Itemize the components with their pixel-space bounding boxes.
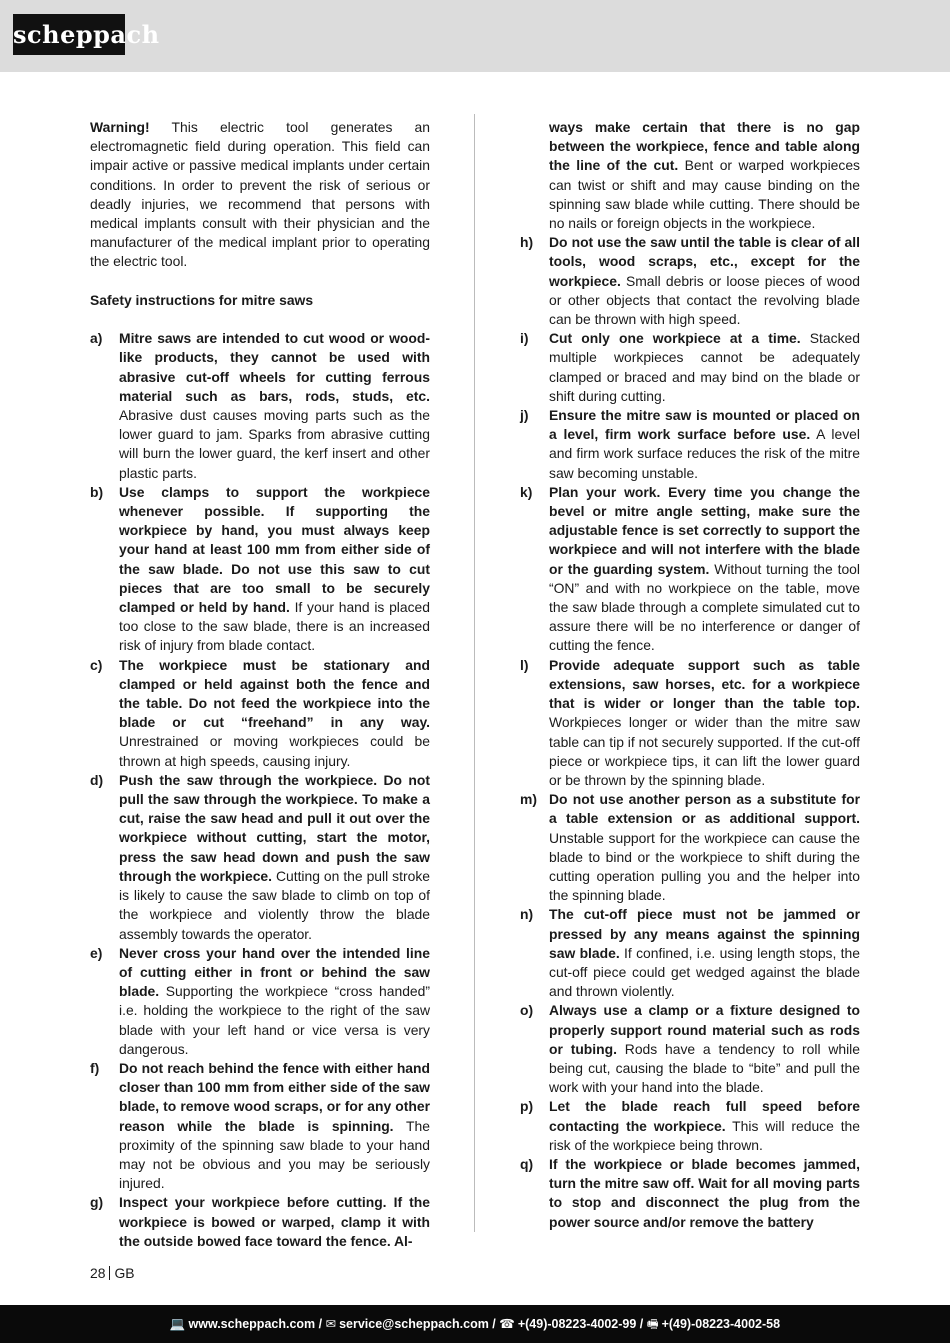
item-label: f) <box>90 1059 100 1076</box>
continuation-bold-text: ways make certain that there is no gap between the workpiece, fence and table along the line of the cut. <box>549 119 860 174</box>
page-footer <box>0 1305 950 1343</box>
item-text: Stacked multiple workpieces cannot be adequately clamped or braced and may bind on the blade or shift during cutting. <box>549 330 860 404</box>
warning-text: This electric tool generates an electromagnetic field during operation. This field can impair active or passive medical implants under certain conditions. In order to prevent the risk of serious or deadly injuries, we recommend that persons with medical implants consult with their physician and the manufacturer of the medical implant prior to operating the electric tool. <box>90 119 430 270</box>
item-text: Unrestrained or moving workpieces could be thrown at high speeds, causing injury. <box>119 733 430 769</box>
item-text: Workpieces longer or wider than the mitre saw table can tip if not securely supported. If the cut-off piece or workpiece tips, it can lift the lower guard or be thrown by the spinning blade. <box>549 714 860 788</box>
item-bold-text: Always use a clamp or a fixture designed to properly support round material such as rods or tubing. <box>549 1002 860 1057</box>
item-text: Rods have a tendency to roll while being cut, causing the blade to “bite” and pull the work with your hand into the blade. <box>549 1040 860 1096</box>
right-column <box>520 118 860 1232</box>
item-text: If confined, i.e. using length stops, the cut-off piece could get wedged against the blade and thrown violently. <box>549 944 860 1000</box>
footer-separator: / <box>488 1317 500 1331</box>
instruction-item-g <box>90 1193 430 1251</box>
fax-icon: 🖷 <box>646 1317 659 1331</box>
footer-website[interactable]: www.scheppach.com <box>188 1317 316 1331</box>
footer-email[interactable]: service@scheppach.com <box>339 1317 489 1331</box>
instruction-item-m <box>520 790 860 905</box>
instruction-item-l <box>520 656 860 790</box>
instruction-item-j <box>520 406 860 483</box>
item-bold-text: Do not reach behind the fence with either hand closer than 100 mm from either side of the saw blade, to remove wood scraps, or for any other reason while the blade is spinning. <box>119 1059 430 1134</box>
instruction-item-k <box>520 483 860 656</box>
computer-icon: 💻 <box>169 1317 186 1331</box>
item-text: The proximity of the spinning saw blade to your hand may not be obvious and you may be seriously injured. <box>119 1117 430 1192</box>
item-label: n) <box>520 906 534 923</box>
mail-icon: ✉ <box>325 1317 337 1331</box>
item-label: k) <box>520 483 533 500</box>
item-text: Abrasive dust causes moving parts such as the lower guard to jam. Sparks from abrasive cutting will burn the lower guard, the kerf insert and other plastic parts. <box>119 407 430 481</box>
footer-separator: / <box>315 1317 326 1331</box>
page-number-separator <box>109 1266 110 1280</box>
item-bold-text: Do not use the saw until the table is clear of all tools, wood scraps, etc., except for the workpiece. <box>549 234 860 289</box>
item-text: If your hand is placed too close to the saw blade, there is an increased risk of injury from blade contact. <box>119 599 430 654</box>
instruction-item-i <box>520 329 860 406</box>
page-language: GB <box>114 1265 135 1281</box>
item-label: q) <box>520 1155 534 1172</box>
warning-paragraph <box>90 118 430 272</box>
instruction-item-h <box>520 233 860 329</box>
section-title: Safety instructions for mitre saws <box>90 291 314 308</box>
item-bold-text: If the workpiece or blade becomes jammed, turn the mitre saw off. Wait for all moving parts to stop and disconnect the plug from the power source and/or remove the battery <box>549 1155 860 1230</box>
item-bold-text: Ensure the mitre saw is mounted or placed on a level, firm work surface before use. <box>549 407 860 443</box>
item-label: h) <box>520 234 534 251</box>
instruction-item-b <box>90 483 430 656</box>
item-label: j) <box>520 407 529 424</box>
item-label: c) <box>90 656 103 673</box>
item-bold-text: The cut-off piece must not be jammed or pressed by any means against the spinning saw blade. <box>549 906 860 961</box>
instruction-item-e <box>90 944 430 1059</box>
page-number <box>90 1265 135 1282</box>
column-divider <box>474 114 475 1232</box>
item-text: Unstable support for the workpiece can cause the blade to bind or the workpiece to shift during the cutting operation pulling you and the helper into the spinning blade. <box>549 829 860 904</box>
item-bold-text: Never cross your hand over the intended line of cutting either in front or behind the saw blade. <box>119 944 430 1000</box>
item-label: p) <box>520 1098 534 1115</box>
phone-icon: ☎ <box>499 1317 515 1331</box>
item-label: i) <box>520 330 529 347</box>
item-label: b) <box>90 483 104 500</box>
warning-label: Warning! <box>90 119 150 135</box>
continuation-text: Bent or warped workpieces can twist or shift and may cause binding on the spinning saw blade while cutting. There should be no nails or foreign objects in the workpiece. <box>549 157 860 232</box>
instruction-item-a <box>90 329 430 483</box>
item-label: d) <box>90 771 104 788</box>
item-bold-text: Use clamps to support the workpiece whenever possible. If supporting the workpiece by hand, you must always keep your hand at least 100 mm from either side of the saw blade. Do not use this saw to cut pieces that are too small to be securely clamped or held by hand. <box>119 483 430 616</box>
instruction-item-p <box>520 1097 860 1155</box>
item-text: This will reduce the risk of the workpiece being thrown. <box>549 1117 860 1153</box>
item-label: l) <box>520 656 529 673</box>
instruction-item-n <box>520 905 860 1001</box>
item-label: o) <box>520 1002 534 1019</box>
page-number-value: 28 <box>90 1265 106 1281</box>
item-label: m) <box>520 791 537 808</box>
item-bold-text: The workpiece must be stationary and clamped or held against both the fence and the table. Do not feed the workpiece into the blade or cut “freehand” in any way. <box>119 656 430 731</box>
footer-fax: +(49)-08223-4002-58 <box>661 1317 781 1331</box>
item-bold-text: Mitre saws are intended to cut wood or wood-like products, they cannot be used with abrasive cut-off wheels for cutting ferrous material such as bars, rods, studs, etc. <box>119 330 430 404</box>
footer-separator: / <box>636 1317 647 1331</box>
left-column <box>90 118 430 1251</box>
item-text: Cutting on the pull stroke is likely to cause the saw blade to climb on top of the workpiece and violently throw the blade assembly towards the operator. <box>119 867 430 942</box>
scheppach-logo: scheppach <box>13 14 125 55</box>
item-g-continuation <box>520 118 860 233</box>
item-bold-text: Cut only one workpiece at a time. <box>549 330 801 347</box>
instruction-item-c <box>90 656 430 771</box>
item-bold-text: Do not use another person as a substitute for a table extension or as additional support. <box>549 791 860 827</box>
page-header <box>0 0 950 72</box>
item-label: e) <box>90 944 103 961</box>
item-bold-text: Let the blade reach full speed before contacting the workpiece. <box>549 1098 860 1134</box>
item-bold-text: Inspect your workpiece before cutting. If the workpiece is bowed or warped, clamp it with the outside bowed face toward the fence. Al- <box>119 1194 430 1249</box>
item-text: Without turning the tool “ON” and with no workpiece on the table, move the saw blade through a complete simulated cut to assure there will be no interference or danger of cutting the fence. <box>549 560 860 654</box>
item-label: a) <box>90 330 103 347</box>
instruction-item-f <box>90 1059 430 1193</box>
item-text: Small debris or loose pieces of wood or other objects that contact the revolving blade can be thrown with high speed. <box>549 272 860 328</box>
item-label: g) <box>90 1194 104 1211</box>
instruction-item-d <box>90 771 430 944</box>
instruction-item-o <box>520 1001 860 1097</box>
item-text: A level and firm work surface reduces the risk of the mitre saw becoming unstable. <box>549 426 860 481</box>
item-bold-text: Plan your work. Every time you change the bevel or mitre angle setting, make sure the adjustable fence is set correctly to support the workpiece and will not interfere with the blade or the guarding system. <box>549 483 860 577</box>
item-bold-text: Provide adequate support such as table extensions, saw horses, etc. for a workpiece that is wider or longer than the table top. <box>549 656 860 712</box>
item-bold-text: Push the saw through the workpiece. Do not pull the saw through the workpiece. To make a cut, raise the saw head and pull it out over the workpiece without cutting, start the motor, press the saw head down and push the saw through the workpiece. <box>119 771 430 884</box>
instruction-item-q <box>520 1155 860 1232</box>
footer-phone[interactable]: +(49)-08223-4002-99 <box>517 1317 637 1331</box>
item-text: Supporting the workpiece “cross handed” i.e. holding the workpiece to the right of the saw blade with your left hand or vice versa is very dangerous. <box>119 983 430 1057</box>
